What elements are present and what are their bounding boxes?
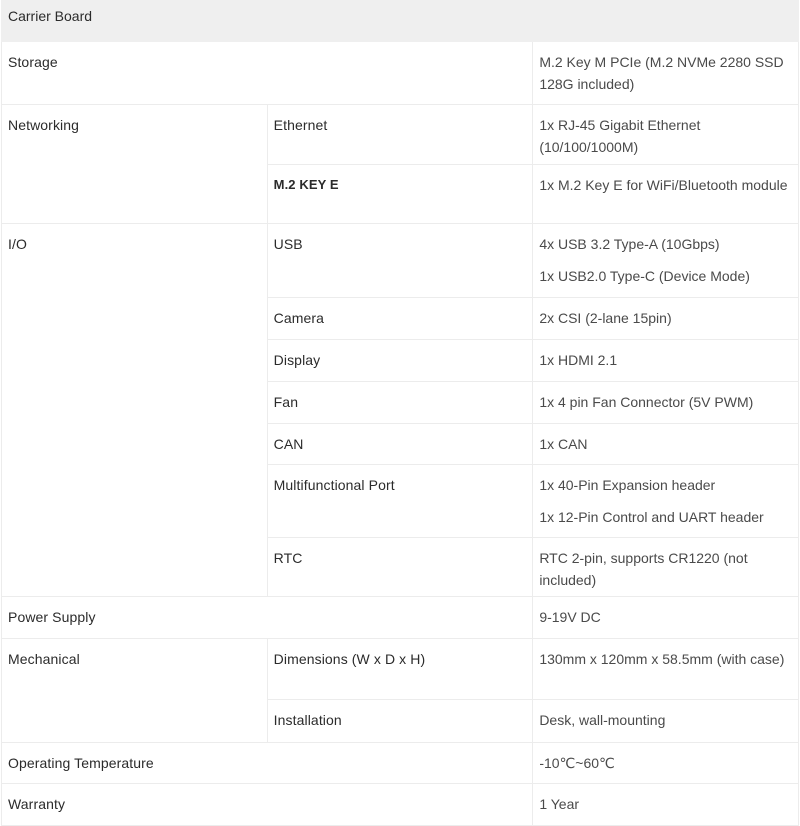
fan-value: 1x 4 pin Fan Connector (5V PWM) bbox=[539, 394, 754, 410]
m2-key-e-label: M.2 KEY E bbox=[273, 177, 339, 192]
warranty-value: 1 Year bbox=[539, 796, 580, 812]
can-label: CAN bbox=[273, 436, 304, 452]
camera-value: 2x CSI (2-lane 15pin) bbox=[539, 310, 672, 326]
ethernet-value: 1x RJ-45 Gigabit Ethernet (10/100/1000M) bbox=[539, 117, 701, 155]
dimensions-label: Dimensions (W x D x H) bbox=[273, 651, 426, 667]
section-header-row bbox=[2, 1, 799, 42]
table-row bbox=[2, 743, 799, 784]
table-row bbox=[2, 784, 799, 826]
io-label: I/O bbox=[8, 236, 27, 252]
multifunctional-port-value-2: 1x 12-Pin Control and UART header bbox=[539, 509, 764, 525]
rtc-value: RTC 2-pin, supports CR1220 (not included) bbox=[539, 550, 748, 588]
rtc-label: RTC bbox=[273, 550, 303, 566]
installation-label: Installation bbox=[273, 712, 342, 728]
storage-label: Storage bbox=[8, 54, 58, 70]
spec-table bbox=[1, 0, 799, 826]
operating-temperature-value: -10℃~60℃ bbox=[539, 755, 615, 771]
table-row bbox=[2, 224, 799, 298]
display-value: 1x HDMI 2.1 bbox=[539, 352, 618, 368]
can-value: 1x CAN bbox=[539, 436, 588, 452]
power-supply-value: 9-19V DC bbox=[539, 609, 601, 625]
display-label: Display bbox=[273, 352, 321, 368]
power-supply-label: Power Supply bbox=[8, 609, 96, 625]
networking-label: Networking bbox=[8, 117, 80, 133]
ethernet-label: Ethernet bbox=[273, 117, 328, 133]
operating-temperature-label: Operating Temperature bbox=[8, 755, 154, 771]
storage-value: M.2 Key M PCIe (M.2 NVMe 2280 SSD 128G included) bbox=[539, 54, 784, 92]
table-row bbox=[2, 639, 799, 700]
usb-label: USB bbox=[273, 236, 303, 252]
table-row bbox=[2, 42, 799, 105]
camera-label: Camera bbox=[273, 310, 325, 326]
usb-value-2: 1x USB2.0 Type-C (Device Mode) bbox=[539, 268, 750, 284]
usb-value-1: 4x USB 3.2 Type-A (10Gbps) bbox=[539, 236, 720, 252]
m2-key-e-value: 1x M.2 Key E for WiFi/Bluetooth module bbox=[539, 177, 788, 193]
installation-value: Desk, wall-mounting bbox=[539, 712, 666, 728]
section-title: Carrier Board bbox=[8, 8, 93, 24]
multifunctional-port-value-1: 1x 40-Pin Expansion header bbox=[539, 477, 716, 493]
warranty-label: Warranty bbox=[8, 796, 66, 812]
table-row bbox=[2, 597, 799, 639]
section-header bbox=[2, 1, 799, 42]
dimensions-value: 130mm x 120mm x 58.5mm (with case) bbox=[539, 651, 785, 667]
multifunctional-port-label: Multifunctional Port bbox=[273, 477, 395, 493]
fan-label: Fan bbox=[273, 394, 299, 410]
mechanical-label: Mechanical bbox=[8, 651, 80, 667]
table-row bbox=[2, 105, 799, 165]
